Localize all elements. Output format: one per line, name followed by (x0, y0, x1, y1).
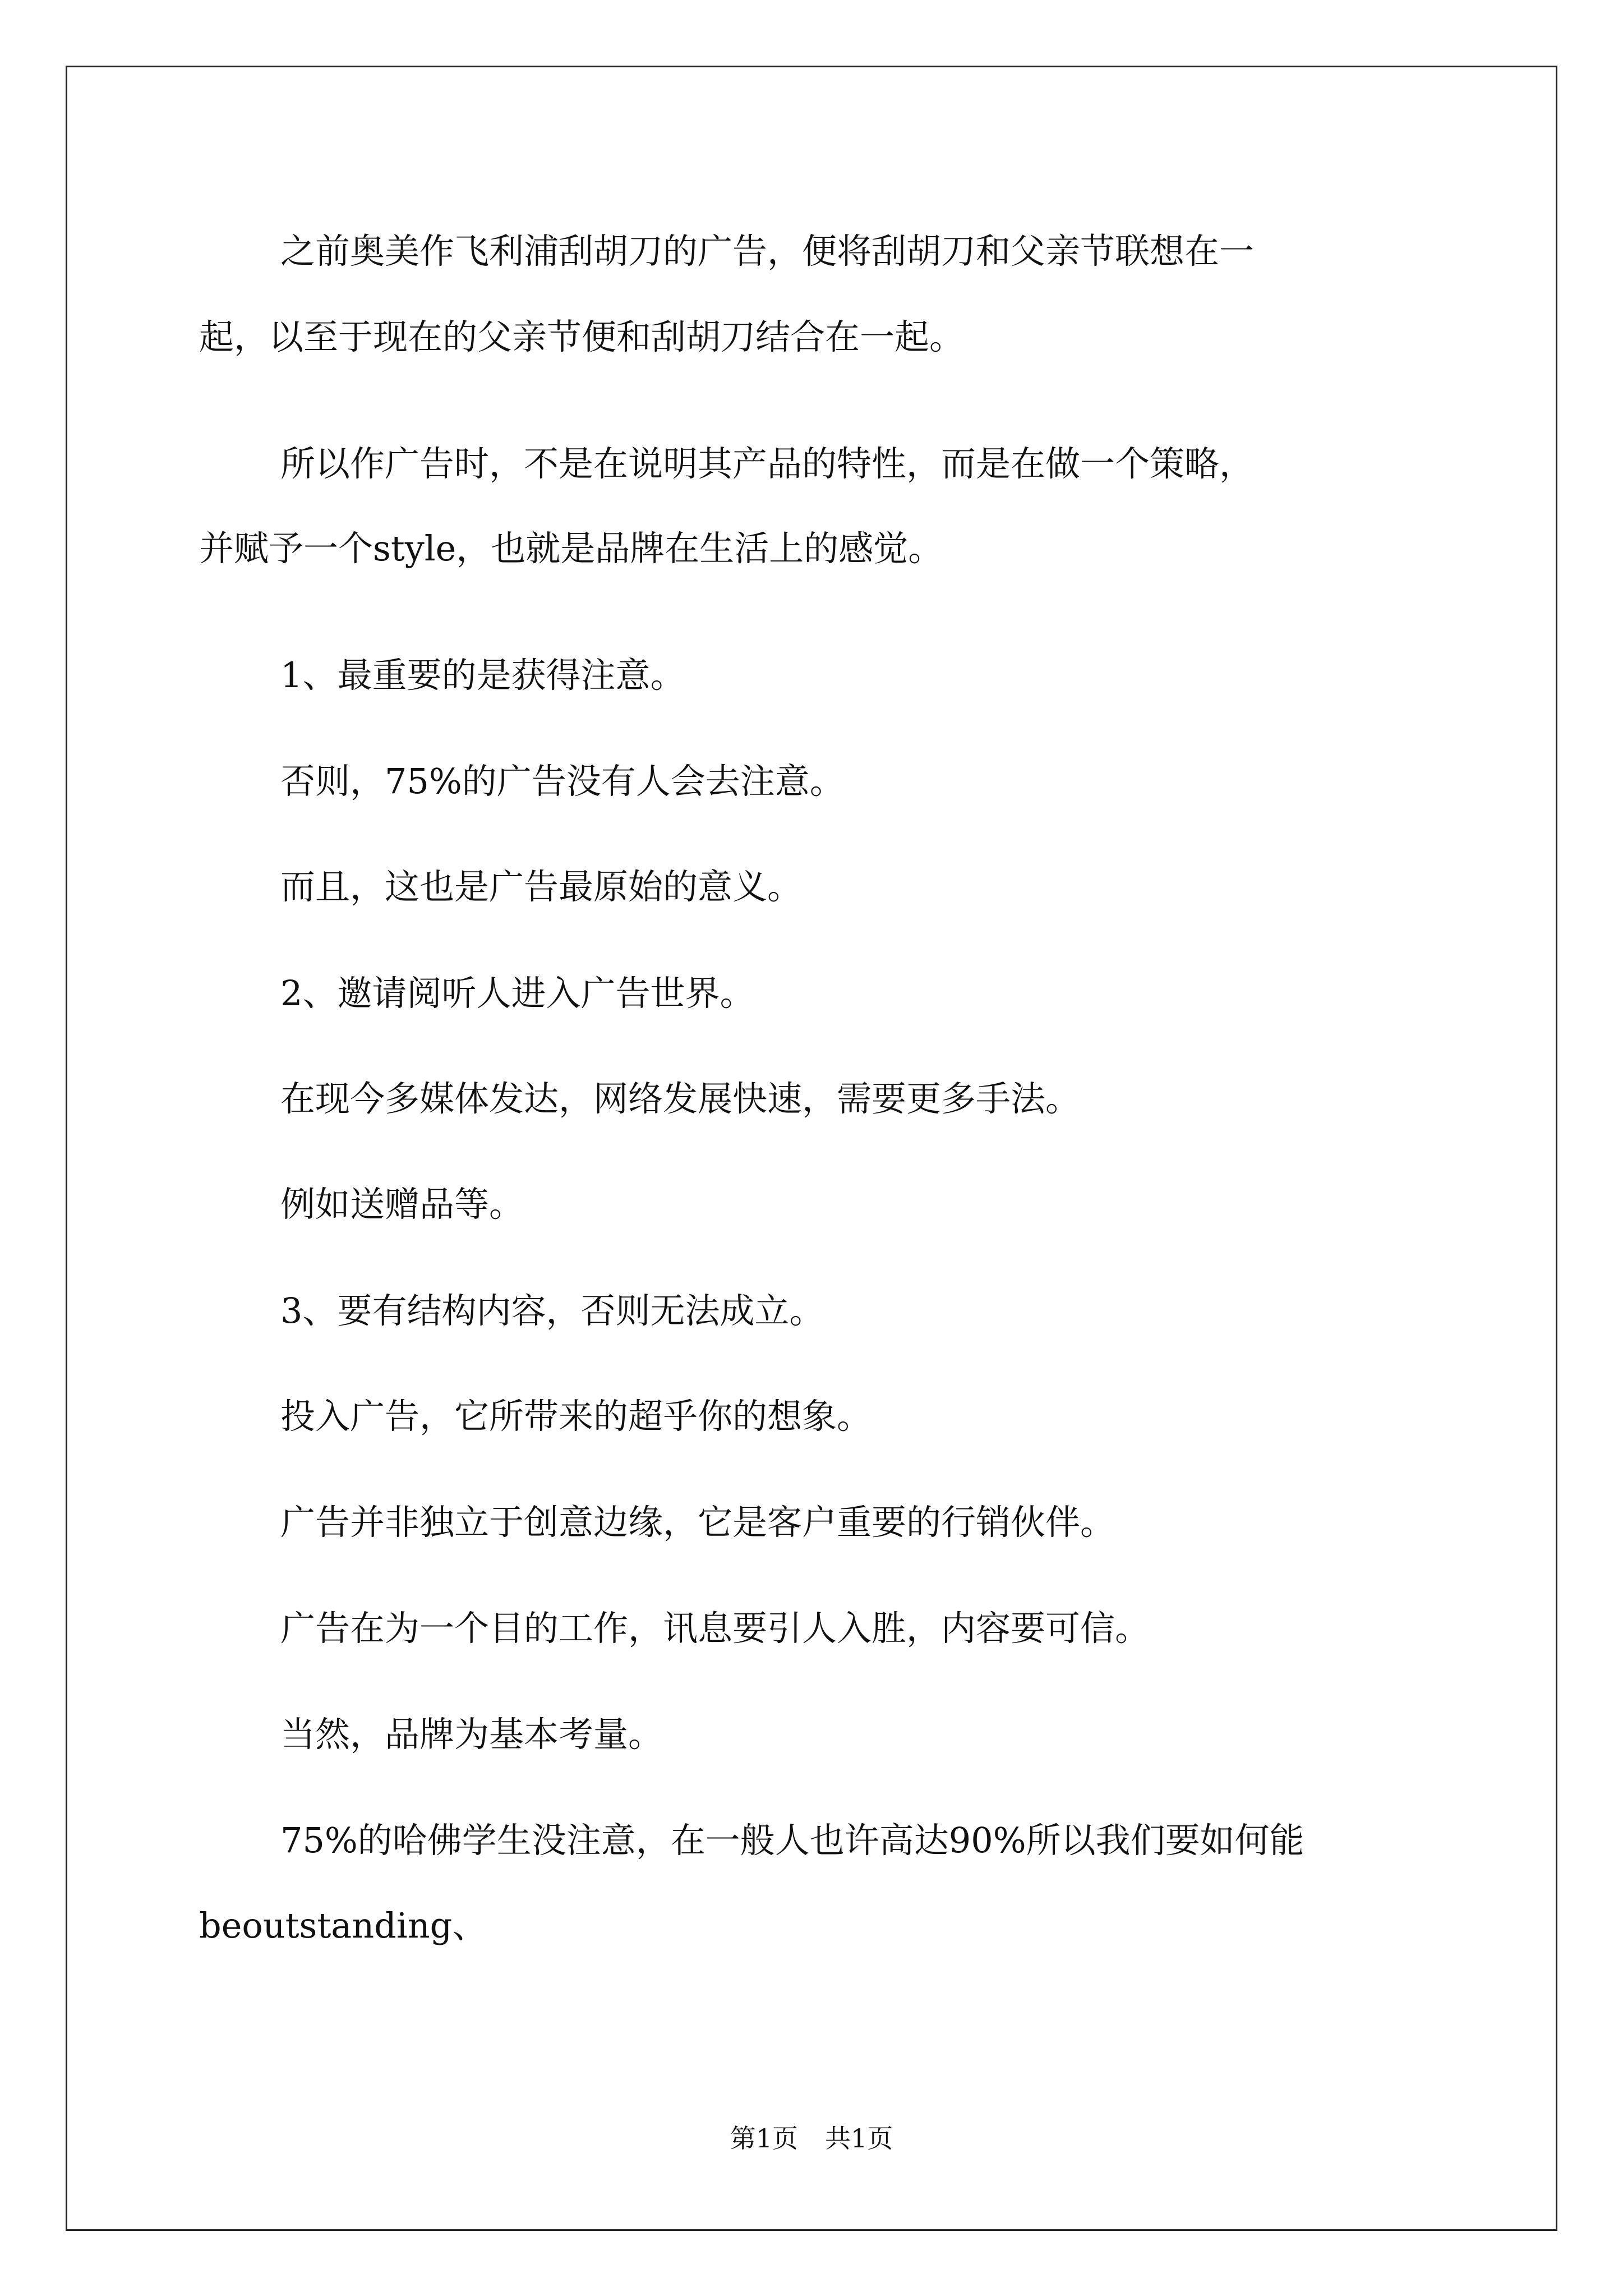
paragraph-line: 所以作广告时，不是在说明其产品的特性，而是在做一个策略， (280, 443, 1255, 484)
paragraph-line: 75%的哈佛学生没注意，在一般人也许高达90%所以我们要如何能 (280, 1820, 1304, 1861)
paragraph-line: 2、邀请阅听人进入广告世界。 (280, 973, 755, 1014)
paragraph-line: 在现今多媒体发达，网络发展快速，需要更多手法。 (280, 1078, 1081, 1119)
paragraph-line: 并赋予一个style，也就是品牌在生活上的感觉。 (199, 528, 943, 569)
paragraph-line: 否则，75%的广告没有人会去注意。 (280, 761, 845, 802)
page-footer (0, 2122, 1623, 2155)
paragraph-line: 当然，品牌为基本考量。 (280, 1714, 663, 1755)
page-number-current: 第1页 (730, 2123, 798, 2154)
paragraph-line: beoutstanding、 (199, 1905, 487, 1946)
paragraph-line: 之前奥美作飞利浦刮胡刀的广告，便将刮胡刀和父亲节联想在一 (280, 231, 1255, 272)
paragraph-line: 而且，这也是广告最原始的意义。 (280, 866, 803, 907)
paragraph-line: 广告并非独立于创意边缘，它是客户重要的行销伙伴。 (280, 1502, 1115, 1543)
paragraph-line: 1、最重要的是获得注意。 (280, 655, 685, 696)
paragraph-line: 起，以至于现在的父亲节便和刮胡刀结合在一起。 (199, 316, 965, 357)
paragraph-line: 3、要有结构内容，否则无法成立。 (280, 1290, 824, 1331)
paragraph-line: 投入广告，它所带来的超乎你的想象。 (280, 1396, 872, 1437)
paragraph-line: 例如送赠品等。 (280, 1184, 524, 1225)
paragraph-line: 广告在为一个目的工作，讯息要引人入胜，内容要可信。 (280, 1608, 1150, 1649)
page-number-total: 共1页 (825, 2123, 893, 2154)
